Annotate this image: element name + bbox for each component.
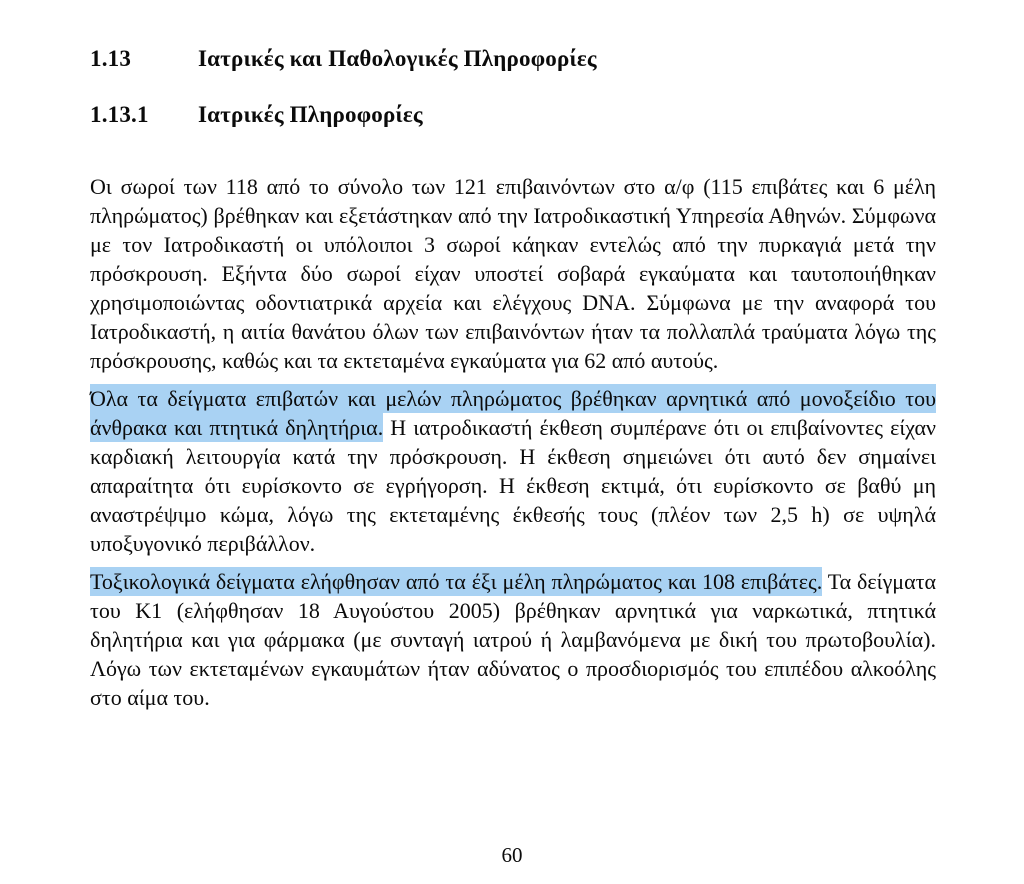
- page-number: 60: [501, 843, 523, 867]
- subsection-title: Ιατρικές Πληροφορίες: [198, 102, 423, 127]
- subsection-number: 1.13.1: [90, 102, 149, 127]
- paragraph-toxicology-samples: [90, 567, 936, 712]
- paragraph-toxicology-findings: [90, 384, 936, 558]
- subsection-heading: [90, 102, 936, 128]
- section-title: Ιατρικές και Παθολογικές Πληροφορίες: [198, 46, 597, 71]
- section-number: 1.13: [90, 46, 132, 71]
- paragraph-medical-examination: Οι σωροί των 118 από το σύνολο των 121 επιβαινόντων στο α/φ (115 επιβάτες και 6 μέλη πληρώματος) βρέθηκαν και εξετάστηκαν από την Ιατροδικαστική Υπηρεσία Αθηνών. Σύμφωνα με τον Ιατροδικαστή οι υπόλοιποι 3 σωροί κάηκαν εντελώς από την πυρκαγιά μετά την πρόσκρουση. Εξήντα δύο σωροί είχαν υποστεί σοβαρά εγκαύματα και ταυτοποιήθηκαν χρησιμοποιώντας οδοντιατρικά αρχεία και ελέγχους DNA. Σύμφωνα με την αναφορά του Ιατροδικαστή, η αιτία θανάτου όλων των επιβαινόντων ήταν τα πολλαπλά τραύματα λόγω της πρόσκρουσης, καθώς και τα εκτεταμένα εγκαύματα για 62 από αυτούς.: [90, 174, 936, 373]
- paragraph-toxicology-findings-rest: Η ιατροδικαστή έκθεση συμπέρανε ότι οι επιβαίνοντες είχαν καρδιακή λειτουργία κατά την πρόσκρουση. Η έκθεση σημειώνει ότι αυτό δεν σημαίνει απαραίτητα ότι ευρίσκοντο σε εγρήγορση. Η έκθεση εκτιμά, ότι ευρίσκοντο σε βαθύ μη αναστρέψιμο κώμα, λόγω της εκτεταμένης έκθεσής τους (πλέον των 2,5 h) σε υψηλά υποξυγονικό περιβάλλον.: [90, 415, 936, 556]
- highlighted-sentence-samples-negative: Όλα τα δείγματα επιβατών και μελών πληρώματος βρέθηκαν αρνητικά από μονοξείδιο του άνθρακα και πτητικά δηλητήρια.: [90, 386, 936, 440]
- paragraph-toxicology-samples-rest: Τα δείγματα του Κ1 (ελήφθησαν 18 Αυγούστου 2005) βρέθηκαν αρνητικά για ναρκωτικά, πτητικά δηλητήρια και για φάρμακα (με συνταγή ιατρού ή λαμβανόμενα με δική του πρωτοβουλία). Λόγω των εκτεταμένων εγκαυμάτων ήταν αδύνατος ο προσδιορισμός του επιπέδου αλκοόλης στο αίμα του.: [90, 569, 936, 710]
- section-heading: [90, 46, 936, 72]
- highlighted-sentence-samples-taken: Τοξικολογικά δείγματα ελήφθησαν από τα έξι μέλη πληρώματος και 108 επιβάτες.: [90, 569, 823, 594]
